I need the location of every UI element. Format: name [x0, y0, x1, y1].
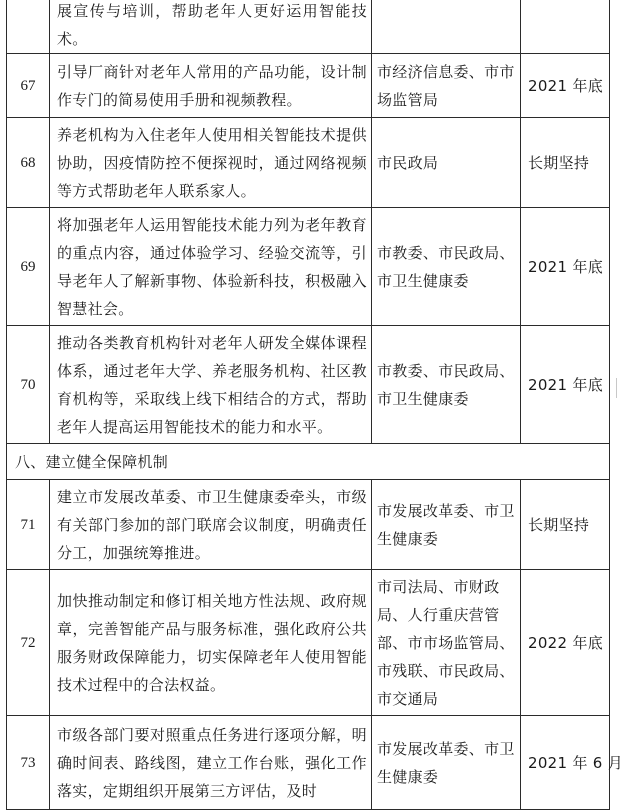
row-number: 71: [7, 480, 50, 570]
task-content: 加快推动制定和修订相关地方性法规、政府规章，完善智能产品与服务标准，强化政府公共服务财政保障能力，切实保障老年人使用智能技术过程中的合法权益。: [50, 570, 372, 716]
row-number: 68: [7, 118, 50, 208]
table-row: [7, 716, 610, 810]
row-number: 67: [7, 54, 50, 118]
task-content: 建立市发展改革委、市卫生健康委牵头，市级有关部门参加的部门联席会议制度，明确责任分工，加强统筹推进。: [50, 480, 372, 570]
responsible-dept: 市教委、市民政局、市卫生健康委: [372, 326, 521, 444]
section-title: 八、建立健全保障机制: [7, 444, 610, 480]
table-row: [7, 0, 610, 54]
table-row: [7, 118, 610, 208]
responsible-dept: 市发展改革委、市卫生健康委: [372, 716, 521, 810]
task-content: 推动各类教育机构针对老年人研发全媒体课程体系，通过老年大学、养老服务机构、社区教育机构等，采取线上线下相结合的方式，帮助老年人提高运用智能技术的能力和水平。: [50, 326, 372, 444]
responsible-dept: [372, 0, 521, 54]
deadline: 长期坚持: [521, 480, 610, 570]
table-row: [7, 326, 610, 444]
table-row: [7, 480, 610, 570]
responsible-dept: 市民政局: [372, 118, 521, 208]
task-table: [6, 0, 623, 810]
deadline: 2021 年 6 月: [521, 716, 610, 810]
deadline: 2021 年底: [521, 208, 610, 326]
table-row: [7, 570, 610, 716]
row-number: [7, 0, 50, 54]
row-number: 73: [7, 716, 50, 810]
responsible-dept: 市教委、市民政局、市卫生健康委: [372, 208, 521, 326]
deadline: 2021 年底: [521, 54, 610, 118]
responsible-dept: 市司法局、市财政局、人行重庆营管部、市市场监管局、市残联、市民政局、市交通局: [372, 570, 521, 716]
deadline: 长期坚持: [521, 118, 610, 208]
table-row: [7, 54, 610, 118]
row-number: 70: [7, 326, 50, 444]
task-content: 养老机构为入住老年人使用相关智能技术提供协助，因疫情防控不便探视时，通过网络视频等方式帮助老年人联系家人。: [50, 118, 372, 208]
responsible-dept: 市经济信息委、市市场监管局: [372, 54, 521, 118]
row-number: 69: [7, 208, 50, 326]
task-content: 展宣传与培训，帮助老年人更好运用智能技术。: [50, 0, 372, 54]
task-content: 市级各部门要对照重点任务进行逐项分解，明确时间表、路线图，建立工作台账，强化工作落实，定期组织开展第三方评估，及时: [50, 716, 372, 810]
section-header-row: [7, 444, 610, 480]
deadline: 2021 年底: [521, 326, 610, 444]
deadline: 2022 年底: [521, 570, 610, 716]
responsible-dept: 市发展改革委、市卫生健康委: [372, 480, 521, 570]
table-row: [7, 208, 610, 326]
deadline: [521, 0, 610, 54]
page-edge-mark: [616, 378, 617, 398]
task-content: 引导厂商针对老年人常用的产品功能，设计制作专门的简易使用手册和视频教程。: [50, 54, 372, 118]
task-content: 将加强老年人运用智能技术能力列为老年教育的重点内容，通过体验学习、经验交流等，引导老年人了解新事物、体验新科技，积极融入智慧社会。: [50, 208, 372, 326]
row-number: 72: [7, 570, 50, 716]
